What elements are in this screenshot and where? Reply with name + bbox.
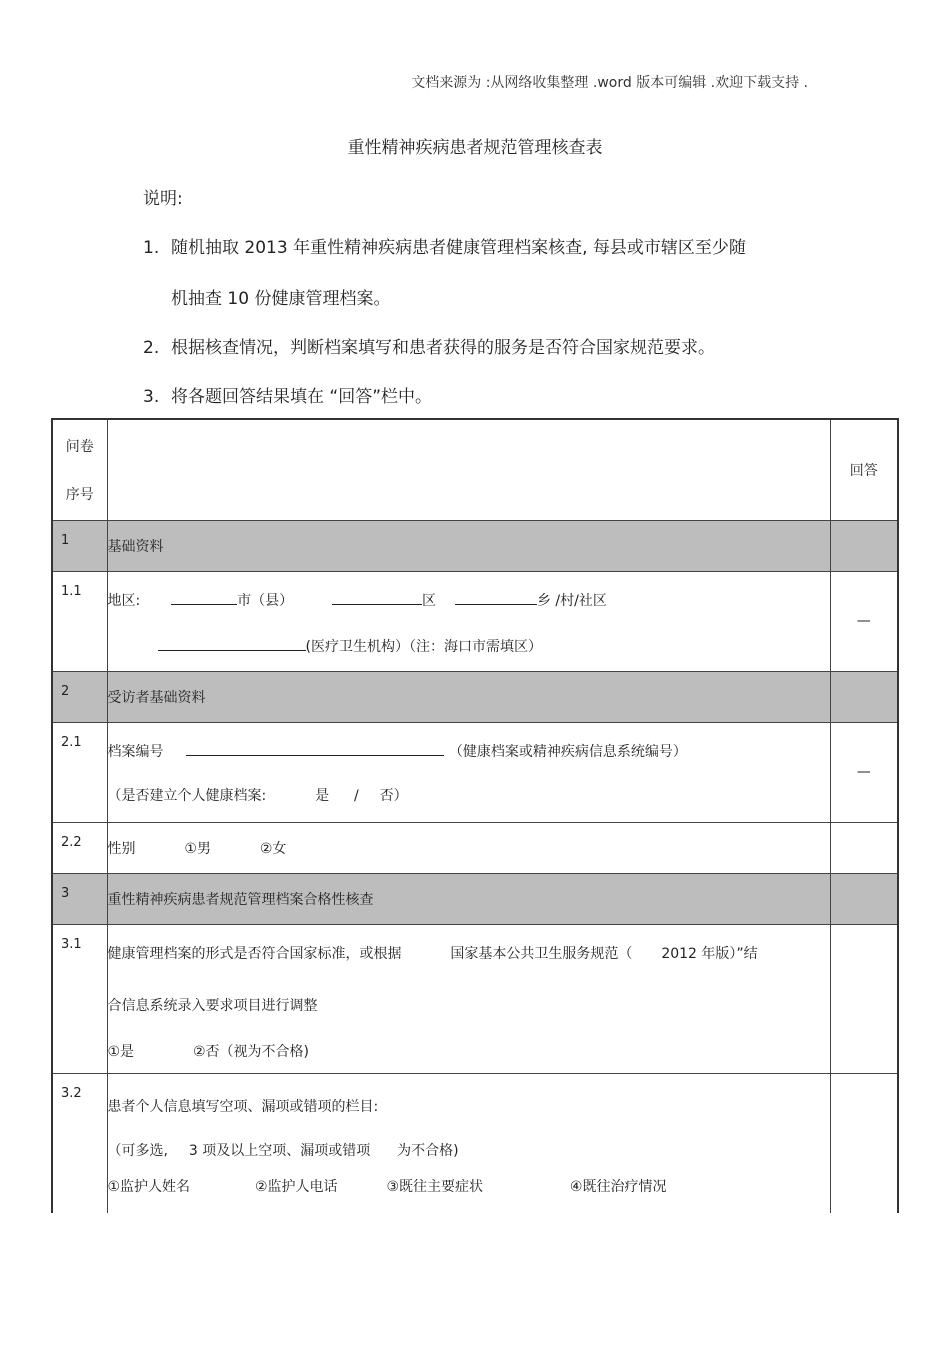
note-text: 根据核查情况，判断档案填写和患者获得的服务是否符合国家规范要求。 xyxy=(171,338,715,358)
table-header-row xyxy=(52,419,898,520)
note-item-1 xyxy=(143,233,746,258)
checklist-table xyxy=(51,418,899,1213)
note-number: 1. xyxy=(143,238,160,258)
option-past-treatment[interactable]: ④既往治疗情况 xyxy=(569,1178,667,1195)
header-seq-cell xyxy=(52,419,107,520)
row-number: 2 xyxy=(52,671,107,722)
answer-cell xyxy=(830,671,898,722)
option-male[interactable]: ①男 xyxy=(184,840,211,857)
option-yes[interactable]: 是 xyxy=(315,787,330,804)
question-cell xyxy=(107,722,830,822)
note-text: 将各题回答结果填在 “回答”栏中。 xyxy=(171,387,433,407)
row-number: 3.2 xyxy=(52,1073,107,1213)
answer-cell: — xyxy=(830,571,898,671)
option-no[interactable]: ②否（视为不合格) xyxy=(192,1043,309,1060)
answer-cell xyxy=(830,924,898,1073)
question-cell xyxy=(107,571,830,671)
answer-cell: — xyxy=(830,722,898,822)
note-number: 3. xyxy=(143,387,160,407)
town-label: 乡 /村/社区 xyxy=(536,592,607,609)
section-row-3 xyxy=(52,873,898,924)
page-title: 重性精神疾病患者规范管理核查表 xyxy=(347,138,603,158)
header-seq-line1: 问卷 xyxy=(65,439,94,455)
note-item-1-continued: 机抽查 10 份健康管理档案。 xyxy=(171,289,391,309)
question-cell xyxy=(107,1073,830,1213)
note-item-3 xyxy=(143,382,432,407)
institution-label: (医疗卫生机构）（注：海口市需填区） xyxy=(305,638,542,655)
note-number: 2. xyxy=(143,338,160,358)
answer-cell xyxy=(830,822,898,873)
answer-cell xyxy=(830,1073,898,1213)
district-blank[interactable] xyxy=(332,590,422,605)
question-text-part2: 国家基本公共卫生服务规范（ xyxy=(450,945,633,962)
notes-label: 说明: xyxy=(143,189,183,209)
option-separator: / xyxy=(354,787,359,804)
option-guardian-name[interactable]: ①监护人姓名 xyxy=(107,1178,191,1195)
note-item-2 xyxy=(143,333,715,358)
table-row-3-2 xyxy=(52,1073,898,1213)
question-cell xyxy=(107,924,830,1073)
section-title: 重性精神疾病患者规范管理档案合格性核查 xyxy=(107,873,830,924)
table-row-2-2 xyxy=(52,822,898,873)
city-blank[interactable] xyxy=(171,590,237,605)
city-label: 市（县） xyxy=(237,592,294,609)
option-guardian-phone[interactable]: ②监护人电话 xyxy=(254,1178,338,1195)
row-number: 1.1 xyxy=(52,571,107,671)
question-text-part3: 2012 年版）”结 xyxy=(661,945,758,962)
section-row-1 xyxy=(52,520,898,571)
question-text-part1: 健康管理档案的形式是否符合国家标准，或根据 xyxy=(107,945,402,962)
row-number: 3.1 xyxy=(52,924,107,1073)
answer-cell xyxy=(830,873,898,924)
institution-blank[interactable] xyxy=(158,636,306,651)
question-text-line1: 患者个人信息填写空项、漏项或错项的栏目: xyxy=(107,1098,379,1115)
gender-label: 性别 xyxy=(107,840,136,857)
table-row-3-1 xyxy=(52,924,898,1073)
row-number: 3 xyxy=(52,873,107,924)
row-number: 2.1 xyxy=(52,722,107,822)
section-row-2 xyxy=(52,671,898,722)
question-cell xyxy=(107,822,830,873)
question-text-line2: 合信息系统录入要求项目进行调整 xyxy=(107,997,318,1014)
section-title: 受访者基础资料 xyxy=(107,671,830,722)
option-no[interactable]: 否） xyxy=(379,787,408,804)
district-label: 区 xyxy=(422,592,437,609)
record-number-label: 档案编号 xyxy=(107,743,164,760)
option-female[interactable]: ②女 xyxy=(259,840,287,857)
question-text-part3: 为不合格) xyxy=(397,1142,459,1159)
answer-cell xyxy=(830,520,898,571)
option-yes[interactable]: ①是 xyxy=(107,1043,135,1060)
header-question-cell xyxy=(107,419,830,520)
page-header-note: 文档来源为 :从网络收集整理 .word 版本可编辑 .欢迎下载支持 . xyxy=(411,75,808,91)
row-number: 1 xyxy=(52,520,107,571)
header-answer-label: 回答 xyxy=(849,462,878,479)
note-text: 随机抽取 2013 年重性精神疾病患者健康管理档案核查, 每县或市辖区至少随 xyxy=(171,238,746,258)
question-text-part2: 3 项及以上空项、漏项或错项 xyxy=(188,1142,371,1159)
row-number: 2.2 xyxy=(52,822,107,873)
region-label: 地区: xyxy=(107,592,141,609)
section-title: 基础资料 xyxy=(107,520,830,571)
option-past-symptoms[interactable]: ③既往主要症状 xyxy=(386,1178,483,1195)
town-blank[interactable] xyxy=(455,590,537,605)
record-number-hint: （健康档案或精神疾病信息系统编号） xyxy=(448,743,687,760)
health-file-question: （是否建立个人健康档案: xyxy=(107,787,267,804)
header-answer-cell xyxy=(830,419,898,520)
table-row-2-1 xyxy=(52,722,898,822)
question-text-part1: （可多选, xyxy=(107,1142,168,1159)
table-row-1-1 xyxy=(52,571,898,671)
header-seq-line2: 序号 xyxy=(65,487,94,503)
record-number-blank[interactable] xyxy=(186,741,444,756)
